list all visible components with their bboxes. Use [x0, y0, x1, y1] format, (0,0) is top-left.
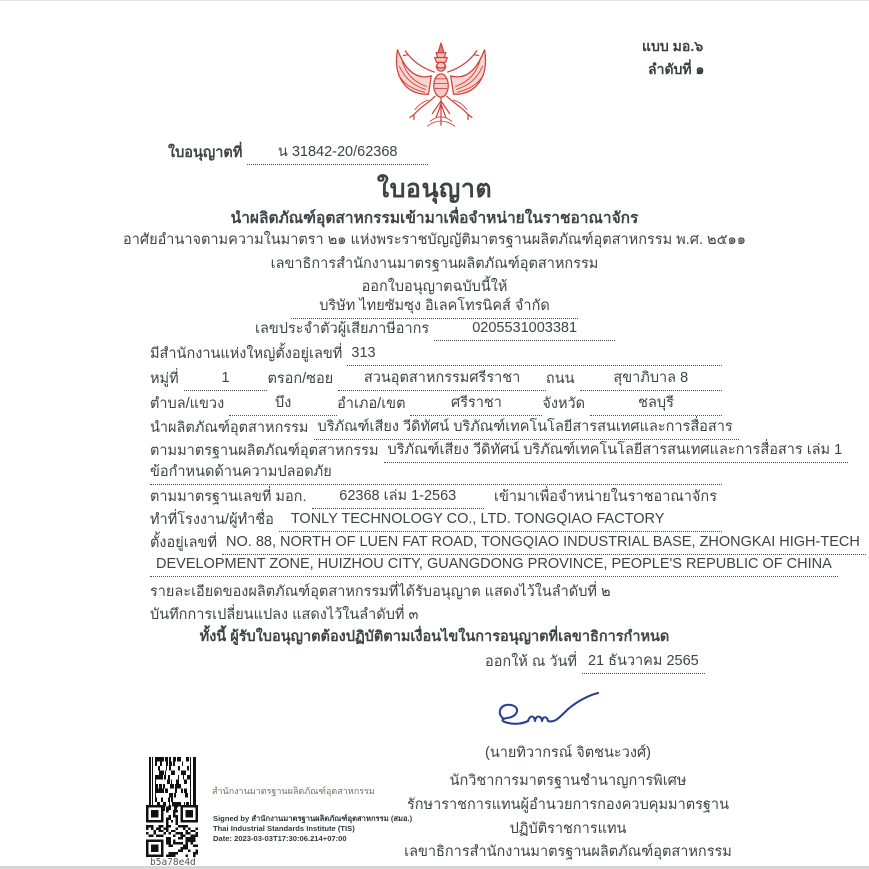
subdistrict-label: ตำบล/แขวง	[150, 396, 225, 412]
issued-date-row	[485, 652, 703, 674]
district-value: ศรีราชา	[410, 394, 542, 416]
standard-no-label: ตามมาตรฐานเลขที่ มอก.	[150, 489, 307, 505]
standard-row	[150, 441, 843, 463]
province-label: จังหวัด	[542, 396, 586, 412]
signer-title-1: นักวิชาการมาตรฐานชำนาญการพิเศษ	[449, 773, 687, 789]
condition-line: ทั้งนี้ ผู้รับใบอนุญาตต้องปฏิบัติตามเงื่อนไขในการอนุญาตที่เลขาธิการกำหนด	[199, 629, 670, 645]
standard-name: บริภัณฑ์เสียง วีดิทัศน์ บริภัณฑ์เทคโนโลยีสารสนเทศและการสื่อสาร เล่ม 1	[384, 441, 849, 463]
head-office-row	[150, 344, 722, 366]
import-purpose: เข้ามาเพื่อจำหน่ายในราชอาณาจักร	[494, 489, 717, 505]
subtitle: นำผลิตภัณฑ์อุตสาหกรรมเข้ามาเพื่อจำหน่ายในราชอาณาจักร	[230, 210, 639, 227]
standard-no-value: 62368 เล่ม 1-2563	[312, 487, 485, 509]
stamp-date-line: Date: 2023-03-03T17:30:06.214+07:00	[213, 834, 347, 843]
change-line: บันทึกการเปลี่ยนแปลง แสดงไว้ในลำดับที่ ๓	[150, 607, 419, 623]
barcode-icon	[149, 757, 196, 811]
sequence-no: ลำดับที่ ๑	[648, 61, 705, 77]
soi-value: สวนอุตสาหกรรมศรีราชา	[338, 369, 546, 391]
license-no-label: ใบอนุญาตที่	[168, 145, 243, 161]
tax-id-row	[255, 319, 615, 341]
empty-dotted-line	[150, 576, 722, 577]
barcode-caption: สำนักงานมาตรฐานผลิตภัณฑ์อุตสาหกรรม	[212, 786, 375, 796]
qr-code-icon	[146, 805, 198, 857]
signed-by-line: Signed by สำนักงานมาตรฐานผลิตภัณฑ์อุตสาหกรรม (สมอ.)	[213, 814, 413, 823]
authority-line: อาศัยอำนาจตามความในมาตรา ๒๑ แห่งพระราชบัญญัติมาตรฐานผลิตภัณฑ์อุตสาหกรรม พ.ศ. ๒๕๑๑	[123, 232, 746, 248]
factory-label: ทำที่โรงงาน/ผู้ทำชื่อ	[150, 512, 274, 528]
detail-line: รายละเอียดของผลิตภัณฑ์อุตสาหกรรมที่ได้รับอนุญาต แสดงไว้ในลำดับที่ ๒	[150, 584, 611, 600]
handwritten-signature	[488, 691, 606, 741]
road-label: ถนน	[545, 371, 575, 387]
head-office-no: 313	[347, 344, 722, 366]
factory-address-row-1	[150, 533, 860, 555]
form-code: แบบ มอ.๖	[642, 38, 704, 54]
province-value: ชลบุรี	[590, 394, 722, 416]
road-value: สุขาภิบาล 8	[580, 369, 722, 391]
factory-address-line2: DEVELOPMENT ZONE, HUIZHOU CITY, GUANGDONG PROVINCE, PEOPLE'S REPUBLIC OF CHINA	[150, 555, 838, 577]
license-no-row	[168, 143, 428, 165]
institute-line: Thai Industrial Standards Institute (TIS)	[213, 824, 355, 833]
subdistrict-value: บึง	[229, 394, 337, 416]
tax-id-value: 0205531003381	[434, 319, 615, 341]
factory-row	[150, 510, 722, 532]
signer-name: (นายทิวากรณ์ จิตชนะวงศ์)	[485, 745, 651, 761]
qr-ref-code: b5a78e4d	[150, 857, 196, 868]
head-office-label: มีสำนักงานแห่งใหญ่ตั้งอยู่เลขที่	[150, 346, 343, 362]
product-label: นำผลิตภัณฑ์อุตสาหกรรม	[150, 420, 309, 436]
signer-title-4: เลขาธิการสำนักงานมาตรฐานผลิตภัณฑ์อุตสาหกรรม	[404, 844, 732, 860]
standard-label: ตามมาตรฐานผลิตภัณฑ์อุตสาหกรรม	[150, 443, 379, 459]
issued-date: 21 ธันวาคม 2565	[582, 652, 705, 674]
moo-label: หมู่ที่	[150, 371, 179, 387]
factory-address-line1: NO. 88, NORTH OF LUEN FAT ROAD, TONGQIAO INDUSTRIAL BASE, ZHONGKAI HIGH-TECH	[222, 533, 866, 555]
standard-cont-row	[150, 463, 722, 485]
factory-address-row-2	[150, 555, 832, 577]
page-title: ใบอนุญาต	[376, 175, 493, 203]
address-row-1	[150, 369, 722, 391]
digital-signature-block	[213, 814, 473, 844]
issued-label: ออกให้ ณ วันที่	[485, 654, 577, 670]
factory-name: TONLY TECHNOLOGY CO., LTD. TONGQIAO FACTORY	[279, 510, 722, 532]
signer-title-3: ปฏิบัติราชการแทน	[509, 821, 627, 837]
standard-no-row	[150, 487, 722, 509]
district-label: อำเภอ/เขต	[337, 396, 406, 412]
form-code-block	[642, 35, 762, 81]
product-row	[150, 418, 733, 440]
factory-address-label: ตั้งอยู่เลขที่	[150, 535, 218, 551]
grant-line: ออกใบอนุญาตฉบับนี้ให้	[361, 279, 508, 295]
address-row-2	[150, 394, 722, 416]
issuer-line: เลขาธิการสำนักงานมาตรฐานผลิตภัณฑ์อุตสาหกรรม	[270, 256, 599, 272]
company-name: บริษัท ไทยซัมซุง อิเลคโทรนิคส์ จำกัด	[291, 297, 578, 319]
product-name: บริภัณฑ์เสียง วีดิทัศน์ บริภัณฑ์เทคโนโลยีสารสนเทศและการสื่อสาร	[314, 418, 739, 440]
signer-title-2: รักษาราชการแทนผู้อำนวยการกองควบคุมมาตรฐาน	[406, 797, 729, 813]
standard-name-cont: ข้อกำหนดด้านความปลอดภัย	[150, 463, 722, 485]
moo-value: 1	[184, 369, 268, 391]
soi-label: ตรอก/ซอย	[267, 371, 334, 387]
license-no-value: น 31842-20/62368	[247, 143, 428, 165]
tax-id-label: เลขประจำตัวผู้เสียภาษีอากร	[255, 321, 430, 337]
company-row	[0, 297, 869, 319]
